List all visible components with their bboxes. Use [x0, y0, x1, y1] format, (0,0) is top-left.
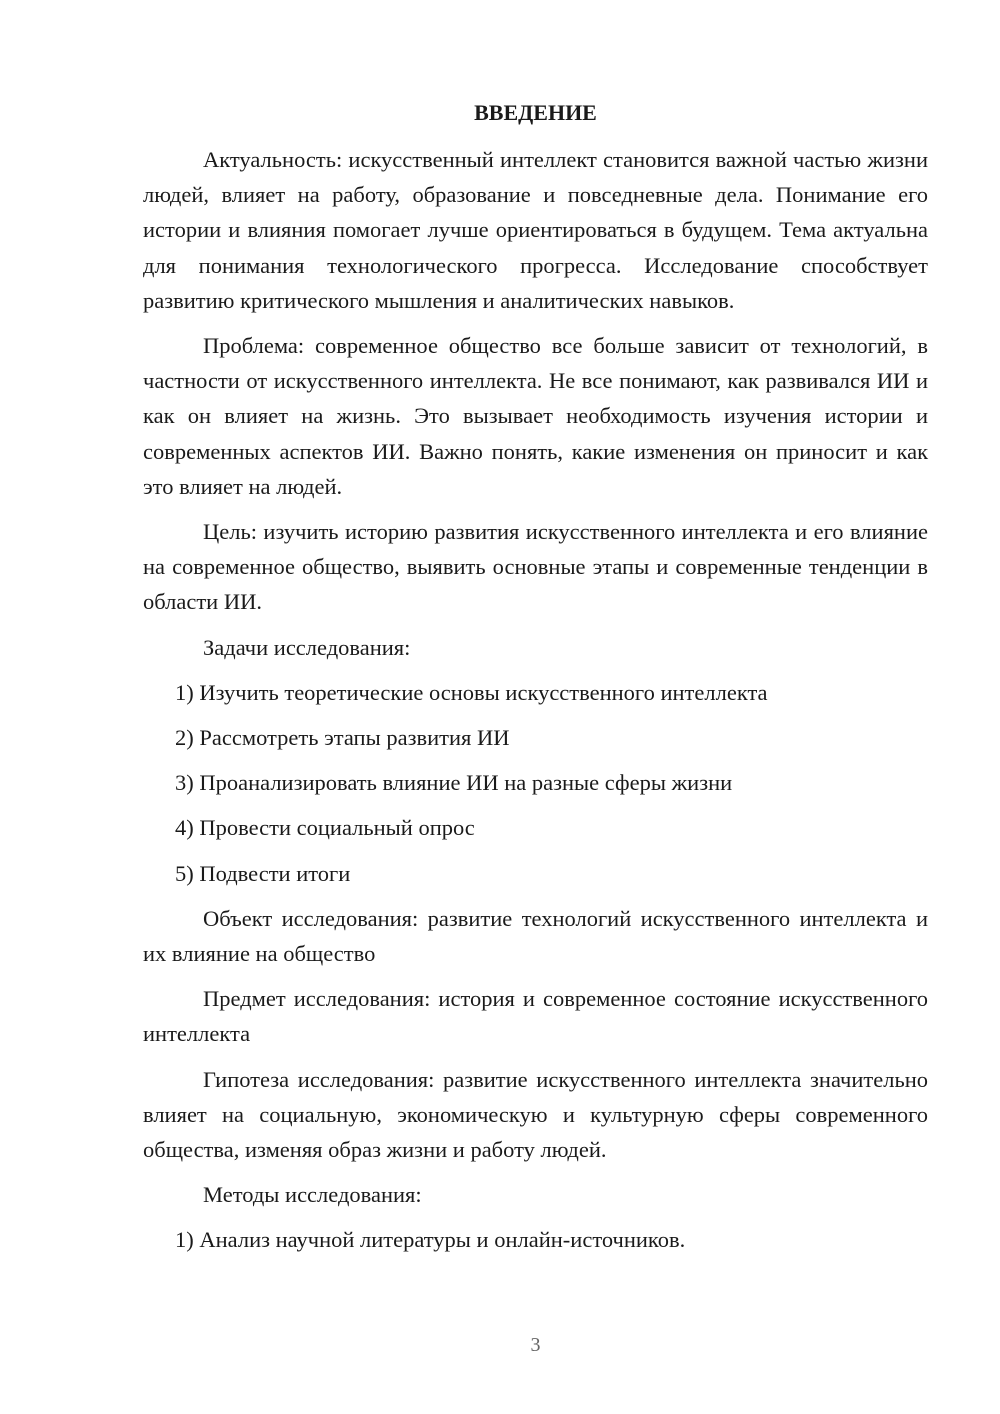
- task-item-2: 2) Рассмотреть этапы развития ИИ: [175, 725, 510, 751]
- tasks-heading: Задачи исследования:: [203, 634, 411, 660]
- document-body: [143, 142, 928, 1268]
- object-paragraph: Объект исследования: развитие технологий искусственного интеллекта и их влияние на общество: [143, 905, 928, 967]
- methods-heading: Методы исследования:: [203, 1182, 422, 1208]
- goal-paragraph: Цель: изучить историю развития искусственного интеллекта и его влияние на современное общество, выявить основные этапы и современные тенденции в области ИИ.: [143, 519, 928, 615]
- task-item-3: 3) Проанализировать влияние ИИ на разные сферы жизни: [175, 770, 733, 796]
- document-page: [143, 0, 928, 1414]
- subject-paragraph: Предмет исследования: история и современное состояние искусственного интеллекта: [143, 986, 928, 1047]
- page-number: 3: [530, 1334, 541, 1356]
- task-item-5: 5) Подвести итоги: [175, 860, 351, 886]
- task-item-4: 4) Провести социальный опрос: [175, 815, 475, 841]
- method-item-1: 1) Анализ научной литературы и онлайн-источников.: [175, 1227, 686, 1253]
- problem-paragraph: Проблема: современное общество все больше зависит от технологий, в частности от искусственного интеллекта. Не все понимают, как развивался ИИ и как он влияет на жизнь. Это вызывает необходимость изучения истории и современных аспектов ИИ. Важно понять, какие изменения он приносит и как это влияет на людей.: [143, 333, 928, 499]
- task-item-1: 1) Изучить теоретические основы искусственного интеллекта: [175, 679, 768, 705]
- relevance-paragraph: Актуальность: искусственный интеллект становится важной частью жизни людей, влияет на работу, образование и повседневные дела. Понимание его истории и влияния помогает лучше ориентироваться в будущем. Тема актуальна для понимания технологического прогресса. Исследование способствует развитию критического мышления и аналитических навыков.: [143, 147, 928, 313]
- hypothesis-paragraph: Гипотеза исследования: развитие искусственного интеллекта значительно влияет на социальную, экономическую и культурную сферы современного общества, изменяя образ жизни и работу людей.: [143, 1066, 928, 1163]
- page-title: ВВЕДЕНИЕ: [474, 100, 597, 125]
